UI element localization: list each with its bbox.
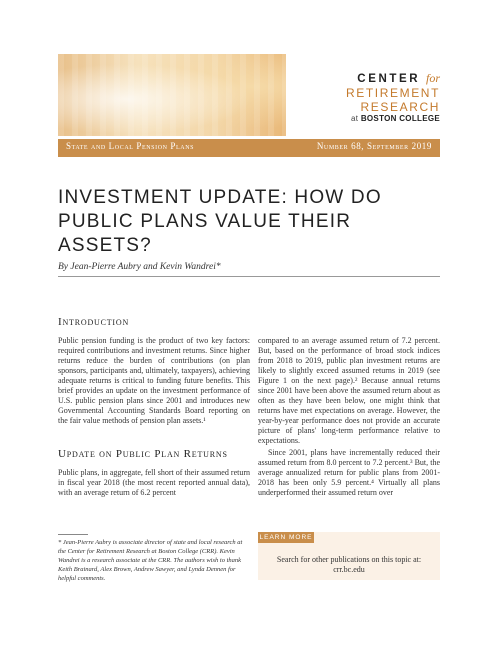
right-paragraph-2: Since 2001, plans have incrementally reduced their assumed return from 8.0 percent to 7.2 percent.³ But, the average annualized return for public plans from 2001-2018 has been only 5.9 percent.⁴ Virtually all plans underperformed their assumed return over — [258, 448, 440, 497]
intro-heading: Introduction — [58, 316, 130, 328]
logo-retirement: RETIREMENT — [346, 86, 440, 100]
update-heading: Update on Public Plan Returns — [58, 448, 228, 460]
page-title — [58, 186, 448, 258]
logo-research: RESEARCH — [360, 100, 440, 114]
learn-more-line-1: Search for other publications on this topic at: — [276, 555, 422, 564]
author-footnote: * Jean-Pierre Aubry is associate director of state and local research at the Center for Retirement Research at Boston College (CRR). Kevin Wandrei is a research associate at the CRR. The authors wish to thank Keith Brainard, Alex Brown, Andrew Sawyer, and Lynda Dennen for helpful comments. — [58, 539, 243, 582]
divider — [58, 276, 440, 277]
logo-college: BOSTON COLLEGE — [360, 114, 440, 123]
logo-at: at — [351, 114, 359, 123]
title-line-2: PUBLIC PLANS VALUE THEIR ASSETS? — [58, 211, 352, 256]
issue-number: Number 68, September 2019 — [316, 141, 432, 151]
learn-more-tab: LEARN MORE — [259, 534, 313, 541]
banner-image — [58, 54, 286, 136]
intro-paragraph: Public pension funding is the product of two key factors: required contributions and investment returns. Since higher returns reduce the burden of contributions (on plan sponsors, participants and, ultimately, taxpayers), achieving adequate returns is critical to funding future benefits. This brief provides an update on the investment performance of U.S. public pension plans since 2001 and introduces new Governmental Accounting Standards Board reporting on the fair value methods of pension plan assets.¹ — [58, 336, 250, 425]
byline: By Jean-Pierre Aubry and Kevin Wandrei* — [58, 262, 221, 272]
update-paragraph: Public plans, in aggregate, fell short of their assumed return in fiscal year 2018 (the most recent reported annual data), with an average return of 6.2 percent — [58, 468, 250, 497]
series-bar — [58, 139, 440, 157]
series-name: State and Local Pension Plans — [66, 141, 195, 151]
crr-logo — [340, 72, 440, 124]
learn-more-text — [262, 555, 436, 575]
right-paragraph-1: compared to an average assumed return of 7.2 percent. But, based on the performance of broad stock indices from 2018 to 2019, public plan investment returns are likely to slightly exceed assumed returns in 2019 (see Figure 1 on the next page).² Because annual returns since 2001 have been above the assumed return about as often as they have been below, one might think that returns have met expectations on average. However, the year-by-year performance does not provide an accurate picture of plans' long-term performance relative to expectations. — [258, 336, 440, 445]
learn-more-link[interactable]: crr.bc.edu — [333, 565, 365, 574]
logo-center: CENTER — [357, 73, 421, 85]
title-line-1: INVESTMENT UPDATE: HOW DO — [58, 187, 382, 208]
logo-for: for — [425, 71, 440, 85]
footnote-rule — [58, 534, 88, 535]
